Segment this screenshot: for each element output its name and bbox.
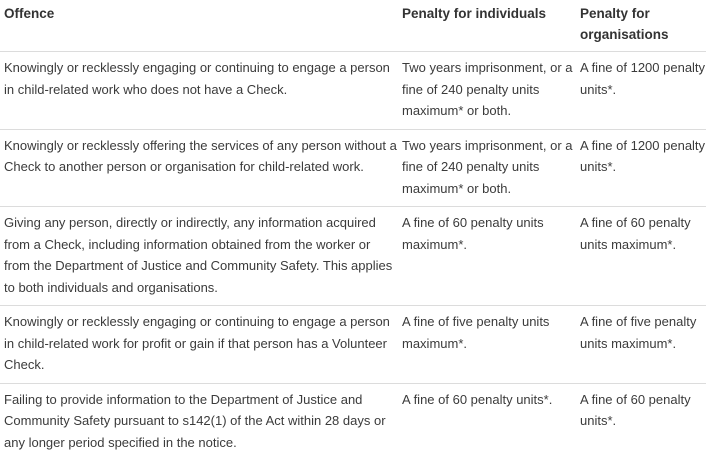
cell-penalty-organisations: A fine of 1200 penalty units*. [576,52,706,130]
table-row [0,306,706,384]
table-row [0,52,706,130]
cell-penalty-individuals: A fine of five penalty units maximum*. [398,306,576,384]
header-organisations-line2: organisations [580,27,669,42]
header-penalty-organisations [576,0,706,52]
cell-offence: Knowingly or recklessly engaging or continuing to engage a person in child-related work who does not have a Check. [0,52,398,130]
cell-penalty-organisations: A fine of 60 penalty units*. [580,391,691,428]
cell-penalty-individuals: A fine of 60 penalty units maximum*. [398,207,576,306]
header-offence: Offence [0,0,398,52]
cell-offence: Knowingly or recklessly engaging or continuing to engage a person in child-related work for profit or gain if that person has a Volunteer Check. [0,306,398,384]
header-organisations-line1: Penalty for [580,6,650,21]
table-row [0,129,706,207]
table-row [0,383,706,460]
cell-penalty-individuals: A fine of 60 penalty units*. [402,391,553,407]
cell-penalty-organisations: A fine of 1200 penalty units*. [576,129,706,207]
cell-penalty-organisations: A fine of five penalty units maximum*. [576,306,706,384]
cell-penalty-individuals: Two years imprisonment, or a fine of 240 penalty units maximum* or both. [398,129,576,207]
table-row [0,207,706,306]
cell-offence: Knowingly or recklessly offering the services of any person without a Check to another person or organisation for child-related work. [0,129,398,207]
cell-offence: Failing to provide information to the Department of Justice and Community Safety pursuant to s142(1) of the Act within 28 days or any longer period specified in the notice. [4,391,386,450]
table-header-row [0,0,706,52]
header-penalty-individuals: Penalty for individuals [398,0,576,52]
cell-penalty-individuals: Two years imprisonment, or a fine of 240 penalty units maximum* or both. [398,52,576,130]
cell-penalty-organisations: A fine of 60 penalty units maximum*. [576,207,706,306]
cell-offence: Giving any person, directly or indirectly, any information acquired from a Check, including information obtained from the worker or from the Department of Justice and Community Safety. This applies to both individuals and organisations. [0,207,398,306]
